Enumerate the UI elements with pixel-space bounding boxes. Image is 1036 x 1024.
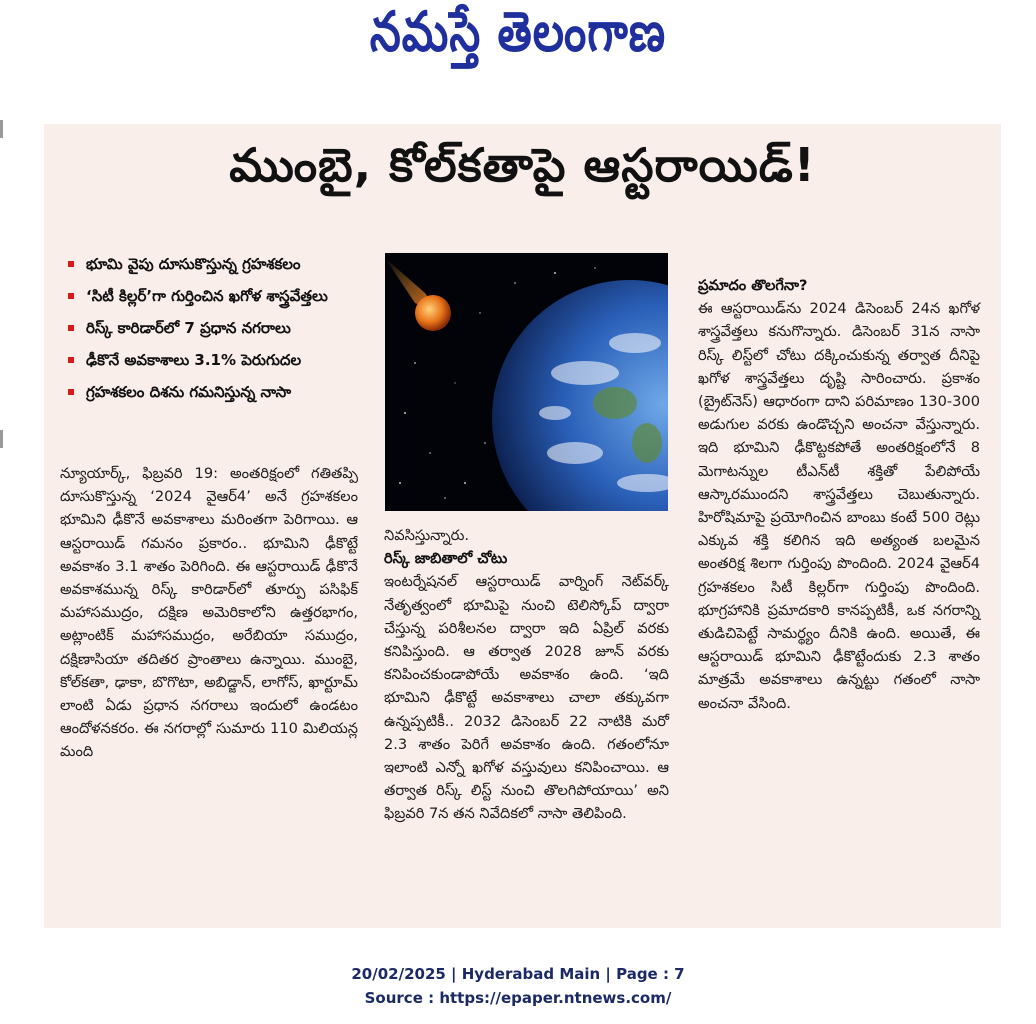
- column-text: ఇంటర్నేషనల్ ఆస్టరాయిడ్ వార్నింగ్ నెట్‌వర్క్ నేతృత్వంలో భూమిపై నుంచి టెలిస్కోప్ ద్వారా చేస్తున్న పరిశీలనల ద్వారా ఇది ఏప్రిల్ వరకు కనిపిస్తుంది. ఆ తర్వాత 2028 జూన్ వరకు కనిపించకుండాపోయే అవకాశం ఉంది. ‘ఇది భూమిని ఢీకొట్టే అవకాశాలు చాలా తక్కువగా ఉన్నప్పటికీ.. 2032 డిసెంబర్ 22 నాటికి మరో 2.3 శాతం పెరిగే అవకాశం ఉంది. గతంలోనూ ఇలాంటి ఎన్నో ఖగోళ వస్తువులు కనిపించాయి. ఆ తర్వాత రిస్క్ లిస్ట్ నుంచి తొలగిపోయాయి’ అని ఫిబ్రవరి 7న తన నివేదికలో నాసా తెలిపింది.: [384, 573, 669, 823]
- highlights-list: [68, 248, 388, 408]
- bullet-square-icon: [68, 389, 74, 395]
- margin-marker: [0, 120, 3, 138]
- article-column-1: [60, 462, 358, 764]
- highlight-item: భూమి వైపు దూసుకొస్తున్న గ్రహశకలం: [68, 248, 388, 280]
- masthead-title: నమస్తే తెలంగాణ: [369, 0, 667, 64]
- masthead: [0, 0, 1036, 82]
- bullet-square-icon: [68, 261, 74, 267]
- article-clip: [44, 124, 1001, 928]
- margin-marker: [0, 430, 3, 448]
- highlight-item: రిస్క్ కారిడార్‌లో 7 ప్రధాన నగరాలు: [68, 312, 388, 344]
- article-column-3: [698, 274, 980, 715]
- bullet-square-icon: [68, 325, 74, 331]
- bullet-square-icon: [68, 357, 74, 363]
- asteroid-earth-illustration: [385, 253, 668, 511]
- asteroid-earth-photo: [385, 253, 668, 511]
- edition-info: 20/02/2025 | Hyderabad Main | Page : 7: [351, 965, 685, 983]
- section-subheading: ప్రమాదం తొలగేనా?: [698, 277, 808, 294]
- article-column-2: [384, 524, 669, 826]
- article-headline: ముంబై, కోల్‌కతాపై ఆస్టరాయిడ్!: [229, 138, 816, 192]
- highlight-item: ఢీకొనే అవకాశాలు 3.1% పెరుగుదల: [68, 344, 388, 376]
- page-footer: [0, 962, 1036, 1010]
- section-subheading: రిస్క్ జాబితాలో చోటు: [384, 550, 508, 568]
- highlight-item: గ్రహశకలం దిశను గమనిస్తున్న నాసా: [68, 376, 388, 408]
- column-text: ఈ ఆస్టరాయిడ్‌ను 2024 డిసెంబర్ 24న ఖగోళ శాస్త్రవేత్తలు కనుగొన్నారు. డిసెంబర్ 31న నాసా రిస్క్ లిస్ట్‌లో చోటు దక్కించుకున్న తర్వాత దీనిపై ఖగోళ శాస్త్రవేత్తలు దృష్టి సారించారు. ప్రకాశం (బ్రైట్‌నెస్) ఆధారంగా దాని పరిమాణం 130-300 అడుగుల వరకు ఉండొచ్చని అంచనా వేస్తున్నారు. ఇది భూమిని ఢీకొట్టకపోతే అంతరిక్షంలోనే 8 మెగాటన్నుల టీఎన్‌టీ శక్తితో పేలిపోయే ఆస్కారముందని శాస్త్రవేత్తలు చెబుతున్నారు. హిరోషిమాపై ప్రయోగించిన బాంబు కంటే 500 రెట్లు ఎక్కువ శక్తి కలిగిన ఇది అత్యంత బలమైన అంతరిక్ష శిలగా గుర్తింపు పొందింది. 2024 వైఆర్4 గ్రహశకలం సిటీ కిల్లర్‌గా గుర్తింపు పొందింది. భూగ్రహానికి ప్రమాదకారి కానప్పటికీ, ఒక నగరాన్ని తుడిచిపెట్టే సామర్థ్యం దీనికి ఉంది. అయితే, ఈ ఆస్టరాయిడ్ భూమిని ఢీకొట్టేందుకు 2.3 శాతం మాత్రమే అవకాశాలు ఉన్నట్టు గతంలో నాసా అంచనా వేసింది.: [698, 300, 980, 712]
- source-link[interactable]: Source : https://epaper.ntnews.com/: [364, 989, 672, 1007]
- bullet-square-icon: [68, 293, 74, 299]
- asteroid-icon: [415, 295, 451, 331]
- column-text: న్యూయార్క్, ఫిబ్రవరి 19: అంతరిక్షంలో గతితప్పి దూసుకొస్తున్న ‘2024 వైఆర్4’ అనే గ్రహశకలం భూమిని ఢీకొనే అవకాశాలు మరింతగా పెరిగాయి. ఆ ఆస్టరాయిడ్ గమనం ప్రకారం.. భూమిని ఢీకొట్టే అవకాశం 3.1 శాతం పెరిగింది. ఈ ఆస్టరాయిడ్ ఢీకొనే అవకాశమున్న రిస్క్ కారిడార్‌లో తూర్పు పసిఫిక్ మహాసముద్రం, దక్షిణ అమెరికాలోని ఉత్తరభాగం, అట్లాంటిక్ మహాసముద్రం, అరేబియా సముద్రం, దక్షిణాసియా తదితర ప్రాంతాలు ఉన్నాయి. ముంబై, కోల్‌కతా, ఢాకా, బొగొటా, అబిడ్జాన్, లాగోస్, ఖార్టూమ్ లాంటి ఏడు ప్రధాన నగరాలు ఇందులో ఉండటం ఆందోళనకరం. ఈ నగరాల్లో సుమారు 110 మిలియన్ల మంది: [60, 465, 358, 761]
- column-text: నివసిస్తున్నారు.: [384, 527, 470, 544]
- highlight-item: ‘సిటీ కిల్లర్’గా గుర్తించిన ఖగోళ శాస్త్రవేత్తలు: [68, 280, 388, 312]
